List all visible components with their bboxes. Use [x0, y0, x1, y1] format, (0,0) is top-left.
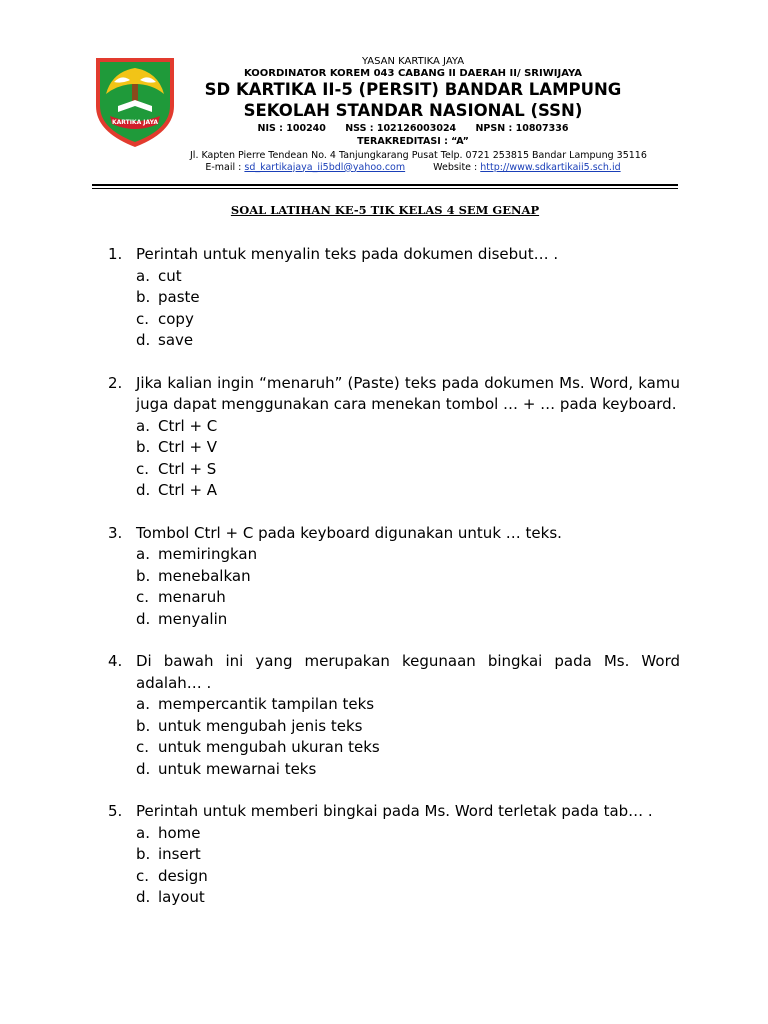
option-letter: d. [136, 331, 151, 349]
option-text: untuk mengubah ukuran teks [158, 738, 380, 756]
option-letter: a. [136, 823, 150, 842]
answer-option [108, 416, 680, 438]
option-text: Ctrl + V [158, 438, 218, 456]
option-text: untuk mengubah jenis teks [158, 716, 363, 735]
question-item [108, 244, 680, 352]
answer-option [108, 566, 680, 588]
email-label: E-mail : [205, 161, 245, 173]
question-list [108, 244, 680, 930]
answer-option [108, 609, 680, 631]
question-item [108, 373, 680, 502]
option-text: design [158, 866, 208, 885]
option-text: menyalin [158, 609, 228, 628]
option-letter: b. [136, 716, 151, 735]
question-row [108, 373, 680, 416]
letterhead [190, 54, 647, 174]
answer-option [108, 330, 680, 352]
option-letter: c. [136, 588, 150, 606]
school-name: SD KARTIKA II-5 (PERSIT) BANDAR LAMPUNG [204, 80, 622, 99]
nis-number: NIS : 100240 [257, 122, 326, 134]
question-number: 3. [108, 523, 123, 542]
option-letter: b. [136, 288, 151, 306]
option-letter: a. [136, 695, 150, 713]
answer-option [108, 459, 680, 481]
question-item [108, 801, 680, 909]
option-letter: b. [136, 438, 151, 456]
option-letter: c. [136, 309, 150, 328]
letterhead-rule-thick [92, 184, 678, 186]
contact-line [190, 163, 636, 174]
answer-option [108, 480, 680, 502]
school-ids [190, 124, 636, 135]
option-text: Ctrl + A [158, 481, 218, 499]
option-text: save [158, 331, 194, 349]
nss-number: NSS : 102126003024 [345, 122, 457, 134]
answer-option [108, 737, 680, 759]
question-item [108, 651, 680, 780]
option-letter: d. [136, 888, 151, 906]
option-text: cut [158, 266, 182, 285]
answer-option [108, 587, 680, 609]
option-letter: a. [136, 545, 150, 563]
option-text: Ctrl + S [158, 459, 217, 478]
option-letter: b. [136, 845, 151, 863]
option-text: layout [158, 888, 205, 906]
option-letter: d. [136, 481, 151, 499]
question-text: Jika kalian ingin “menaruh” (Paste) teks pada dokumen Ms. Word, kamu juga dapat menggunakan cara menekan tombol … + … pada keyboard. [136, 373, 680, 413]
answer-option [108, 287, 680, 309]
accreditation: TERAKREDITASI : “A” [357, 135, 469, 147]
school-status: SEKOLAH STANDAR NASIONAL (SSN) [243, 100, 583, 120]
question-item [108, 523, 680, 631]
answer-option [108, 266, 680, 288]
answer-option [108, 759, 680, 781]
question-number: 1. [108, 245, 123, 263]
question-row [108, 651, 680, 694]
answer-option [108, 844, 680, 866]
answer-option [108, 309, 680, 331]
npsn-number: NPSN : 10807336 [475, 122, 569, 134]
option-text: Ctrl + C [158, 416, 218, 435]
option-letter: c. [136, 738, 150, 756]
question-number: 4. [108, 652, 123, 670]
answer-option [108, 866, 680, 888]
answer-option [108, 544, 680, 566]
school-logo [92, 54, 178, 150]
option-letter: c. [136, 459, 150, 478]
option-text: insert [158, 845, 201, 863]
option-text: menaruh [158, 588, 226, 606]
foundation-name: YASAN KARTIKA JAYA [361, 56, 465, 67]
question-number: 2. [108, 373, 123, 392]
option-text: menebalkan [158, 566, 251, 585]
website-link[interactable]: http://www.sdkartikaii5.sch.id [480, 161, 621, 173]
option-text: copy [158, 309, 194, 328]
option-text: untuk mewarnai teks [158, 759, 317, 778]
email-link[interactable]: sd_kartikajaya_ii5bdl@yahoo.com [244, 161, 406, 173]
question-number: 5. [108, 802, 123, 820]
option-letter: d. [136, 609, 151, 628]
letterhead-rule-thin [92, 188, 678, 189]
option-text: memiringkan [158, 545, 258, 563]
option-letter: c. [136, 866, 150, 885]
question-text: Perintah untuk menyalin teks pada dokumen disebut… . [136, 245, 559, 263]
answer-option [108, 437, 680, 459]
coordinator-line: KOORDINATOR KOREM 043 CABANG II DAERAH II/ SRIWIJAYA [243, 67, 583, 79]
question-row [108, 801, 680, 823]
question-row [108, 523, 680, 545]
website-label: Website : [433, 161, 481, 173]
option-text: paste [158, 288, 200, 306]
question-text: Tombol Ctrl + C pada keyboard digunakan untuk … teks. [136, 523, 562, 542]
option-letter: b. [136, 566, 151, 585]
answer-option [108, 823, 680, 845]
question-text: Di bawah ini yang merupakan kegunaan bingkai pada Ms. Word adalah… . [136, 652, 680, 692]
answer-option [108, 887, 680, 909]
option-text: home [158, 823, 201, 842]
exam-title: SOAL LATIHAN KE-5 TIK KELAS 4 SEM GENAP [230, 203, 540, 217]
question-text: Perintah untuk memberi bingkai pada Ms. Word terletak pada tab… . [136, 802, 653, 820]
question-row [108, 244, 680, 266]
option-letter: d. [136, 759, 151, 778]
answer-option [108, 716, 680, 738]
logo-banner-text: KARTIKA JAYA [111, 119, 159, 126]
option-letter: a. [136, 416, 150, 435]
option-letter: a. [136, 266, 150, 285]
option-text: mempercantik tampilan teks [158, 695, 375, 713]
answer-option [108, 694, 680, 716]
school-address: Jl. Kapten Pierre Tendean No. 4 Tanjungkarang Pusat Telp. 0721 253815 Bandar Lampung 35116 [190, 149, 647, 161]
